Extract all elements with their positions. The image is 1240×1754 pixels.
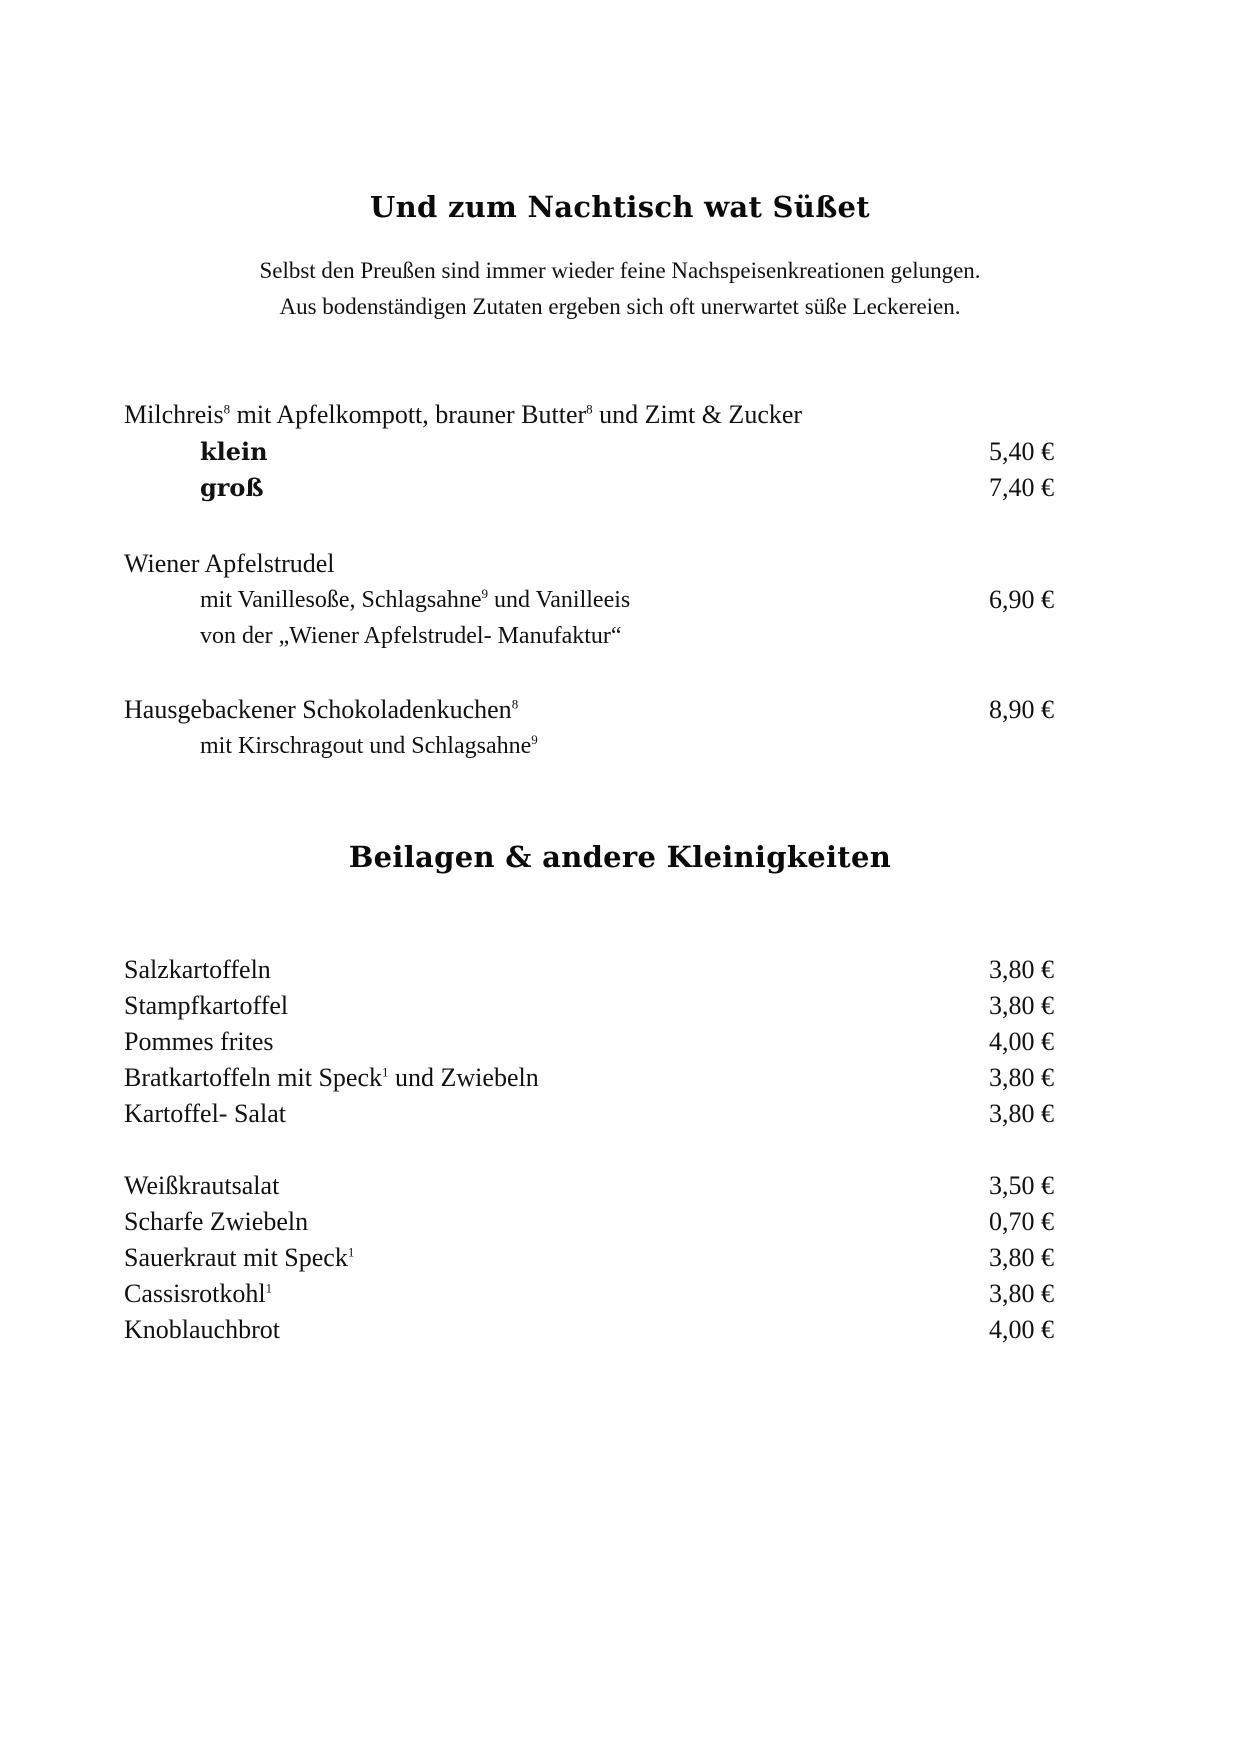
- price: 4,00 €: [989, 1315, 1054, 1344]
- allergen-footnote: 1: [347, 1244, 355, 1260]
- item-name: [124, 1240, 354, 1276]
- item-name-text: Scharfe Zwiebeln: [124, 1207, 309, 1236]
- menu-item-schokoladenkuchen: [124, 692, 1054, 728]
- description-part: mit Kirschragout und Schlagsahne: [200, 733, 532, 759]
- price: 4,00 €: [989, 1027, 1054, 1056]
- item-name: Wiener Apfelstrudel: [124, 549, 335, 578]
- description-part: mit Vanillesoße, Schlagsahne: [200, 587, 482, 613]
- item-description: [124, 728, 1054, 764]
- allergen-footnote: 9: [531, 732, 538, 747]
- side-item: [124, 952, 1054, 988]
- price: 3,80 €: [989, 991, 1054, 1020]
- size-label: groß: [200, 473, 264, 502]
- item-name-text: und Zimt & Zucker: [592, 400, 803, 429]
- allergen-footnote: 8: [223, 401, 231, 417]
- item-name-text: Milchreis: [124, 400, 224, 429]
- item-name-text: Salzkartoffeln: [124, 955, 271, 984]
- side-item: [124, 1024, 1054, 1060]
- allergen-footnote: 8: [511, 696, 519, 712]
- dessert-intro-line-1: Selbst den Preußen sind immer wieder feine Nachspeisenkreationen gelungen.: [259, 258, 981, 283]
- size-option-large: [124, 470, 1054, 506]
- price: 3,80 €: [989, 955, 1054, 984]
- item-name-text: Knoblauchbrot: [124, 1315, 280, 1344]
- item-name-text: Stampfkartoffel: [124, 991, 289, 1020]
- item-name-text: Hausgebackener Schokoladenkuchen: [124, 695, 512, 724]
- side-item: [124, 1168, 1054, 1204]
- description-part: und Vanilleeis: [488, 587, 631, 613]
- size-option-small: [124, 434, 1054, 470]
- allergen-footnote: 8: [586, 401, 593, 417]
- price: 3,50 €: [989, 1171, 1054, 1200]
- item-name-text: Sauerkraut mit Speck: [124, 1243, 348, 1272]
- item-name: [124, 1276, 272, 1312]
- side-item: [124, 1096, 1054, 1132]
- item-name: [124, 1096, 286, 1132]
- item-name: [124, 952, 271, 988]
- item-name: [124, 1168, 279, 1204]
- size-label: klein: [200, 437, 268, 466]
- item-name-text: mit Apfelkompott, brauner Butter: [230, 400, 587, 429]
- item-name-text: und Zwiebeln: [388, 1063, 539, 1092]
- price: 3,80 €: [989, 1063, 1054, 1092]
- price: 7,40 €: [989, 473, 1054, 502]
- price: 6,90 €: [989, 585, 1054, 614]
- price: 3,80 €: [989, 1099, 1054, 1128]
- allergen-footnote: 1: [382, 1064, 389, 1080]
- item-name: [124, 692, 518, 728]
- item-name: [124, 988, 288, 1024]
- item-name-text: Weißkrautsalat: [124, 1171, 280, 1200]
- menu-item-milchreis: [124, 397, 1054, 433]
- description-text: [200, 582, 630, 618]
- dessert-intro-line-2: Aus bodenständigen Zutaten ergeben sich oft unerwartet süße Leckereien.: [279, 294, 961, 319]
- item-name: [124, 1204, 308, 1240]
- side-item: [124, 1276, 1054, 1312]
- side-item: [124, 1060, 1054, 1096]
- price: 3,80 €: [989, 1243, 1054, 1272]
- price: 3,80 €: [989, 1279, 1054, 1308]
- item-name-text: Bratkartoffeln mit Speck: [124, 1063, 383, 1092]
- side-item: [124, 1240, 1054, 1276]
- sides-heading: Beilagen & andere Kleinigkeiten: [348, 840, 892, 874]
- item-name: [124, 1060, 539, 1096]
- side-item: [124, 1204, 1054, 1240]
- allergen-footnote: 1: [265, 1280, 273, 1296]
- description-text: [200, 728, 538, 764]
- price: 5,40 €: [989, 437, 1054, 466]
- side-item: [124, 1312, 1054, 1348]
- price: 0,70 €: [989, 1207, 1054, 1236]
- item-name: [124, 1312, 280, 1348]
- item-name-text: Pommes frites: [124, 1027, 274, 1056]
- dessert-heading: Und zum Nachtisch wat Süßet: [370, 190, 870, 224]
- item-name: [124, 397, 802, 433]
- item-name: [124, 1024, 274, 1060]
- item-name-text: Cassisrotkohl: [124, 1279, 266, 1308]
- description-text: von der „Wiener Apfelstrudel- Manufaktur“: [200, 623, 622, 649]
- item-name-text: Kartoffel- Salat: [124, 1099, 286, 1128]
- price: 8,90 €: [989, 695, 1054, 724]
- menu-item-apfelstrudel: [124, 546, 1054, 582]
- item-description: [124, 582, 1054, 618]
- side-item: [124, 988, 1054, 1024]
- item-description: [124, 618, 1054, 654]
- allergen-footnote: 9: [481, 586, 489, 601]
